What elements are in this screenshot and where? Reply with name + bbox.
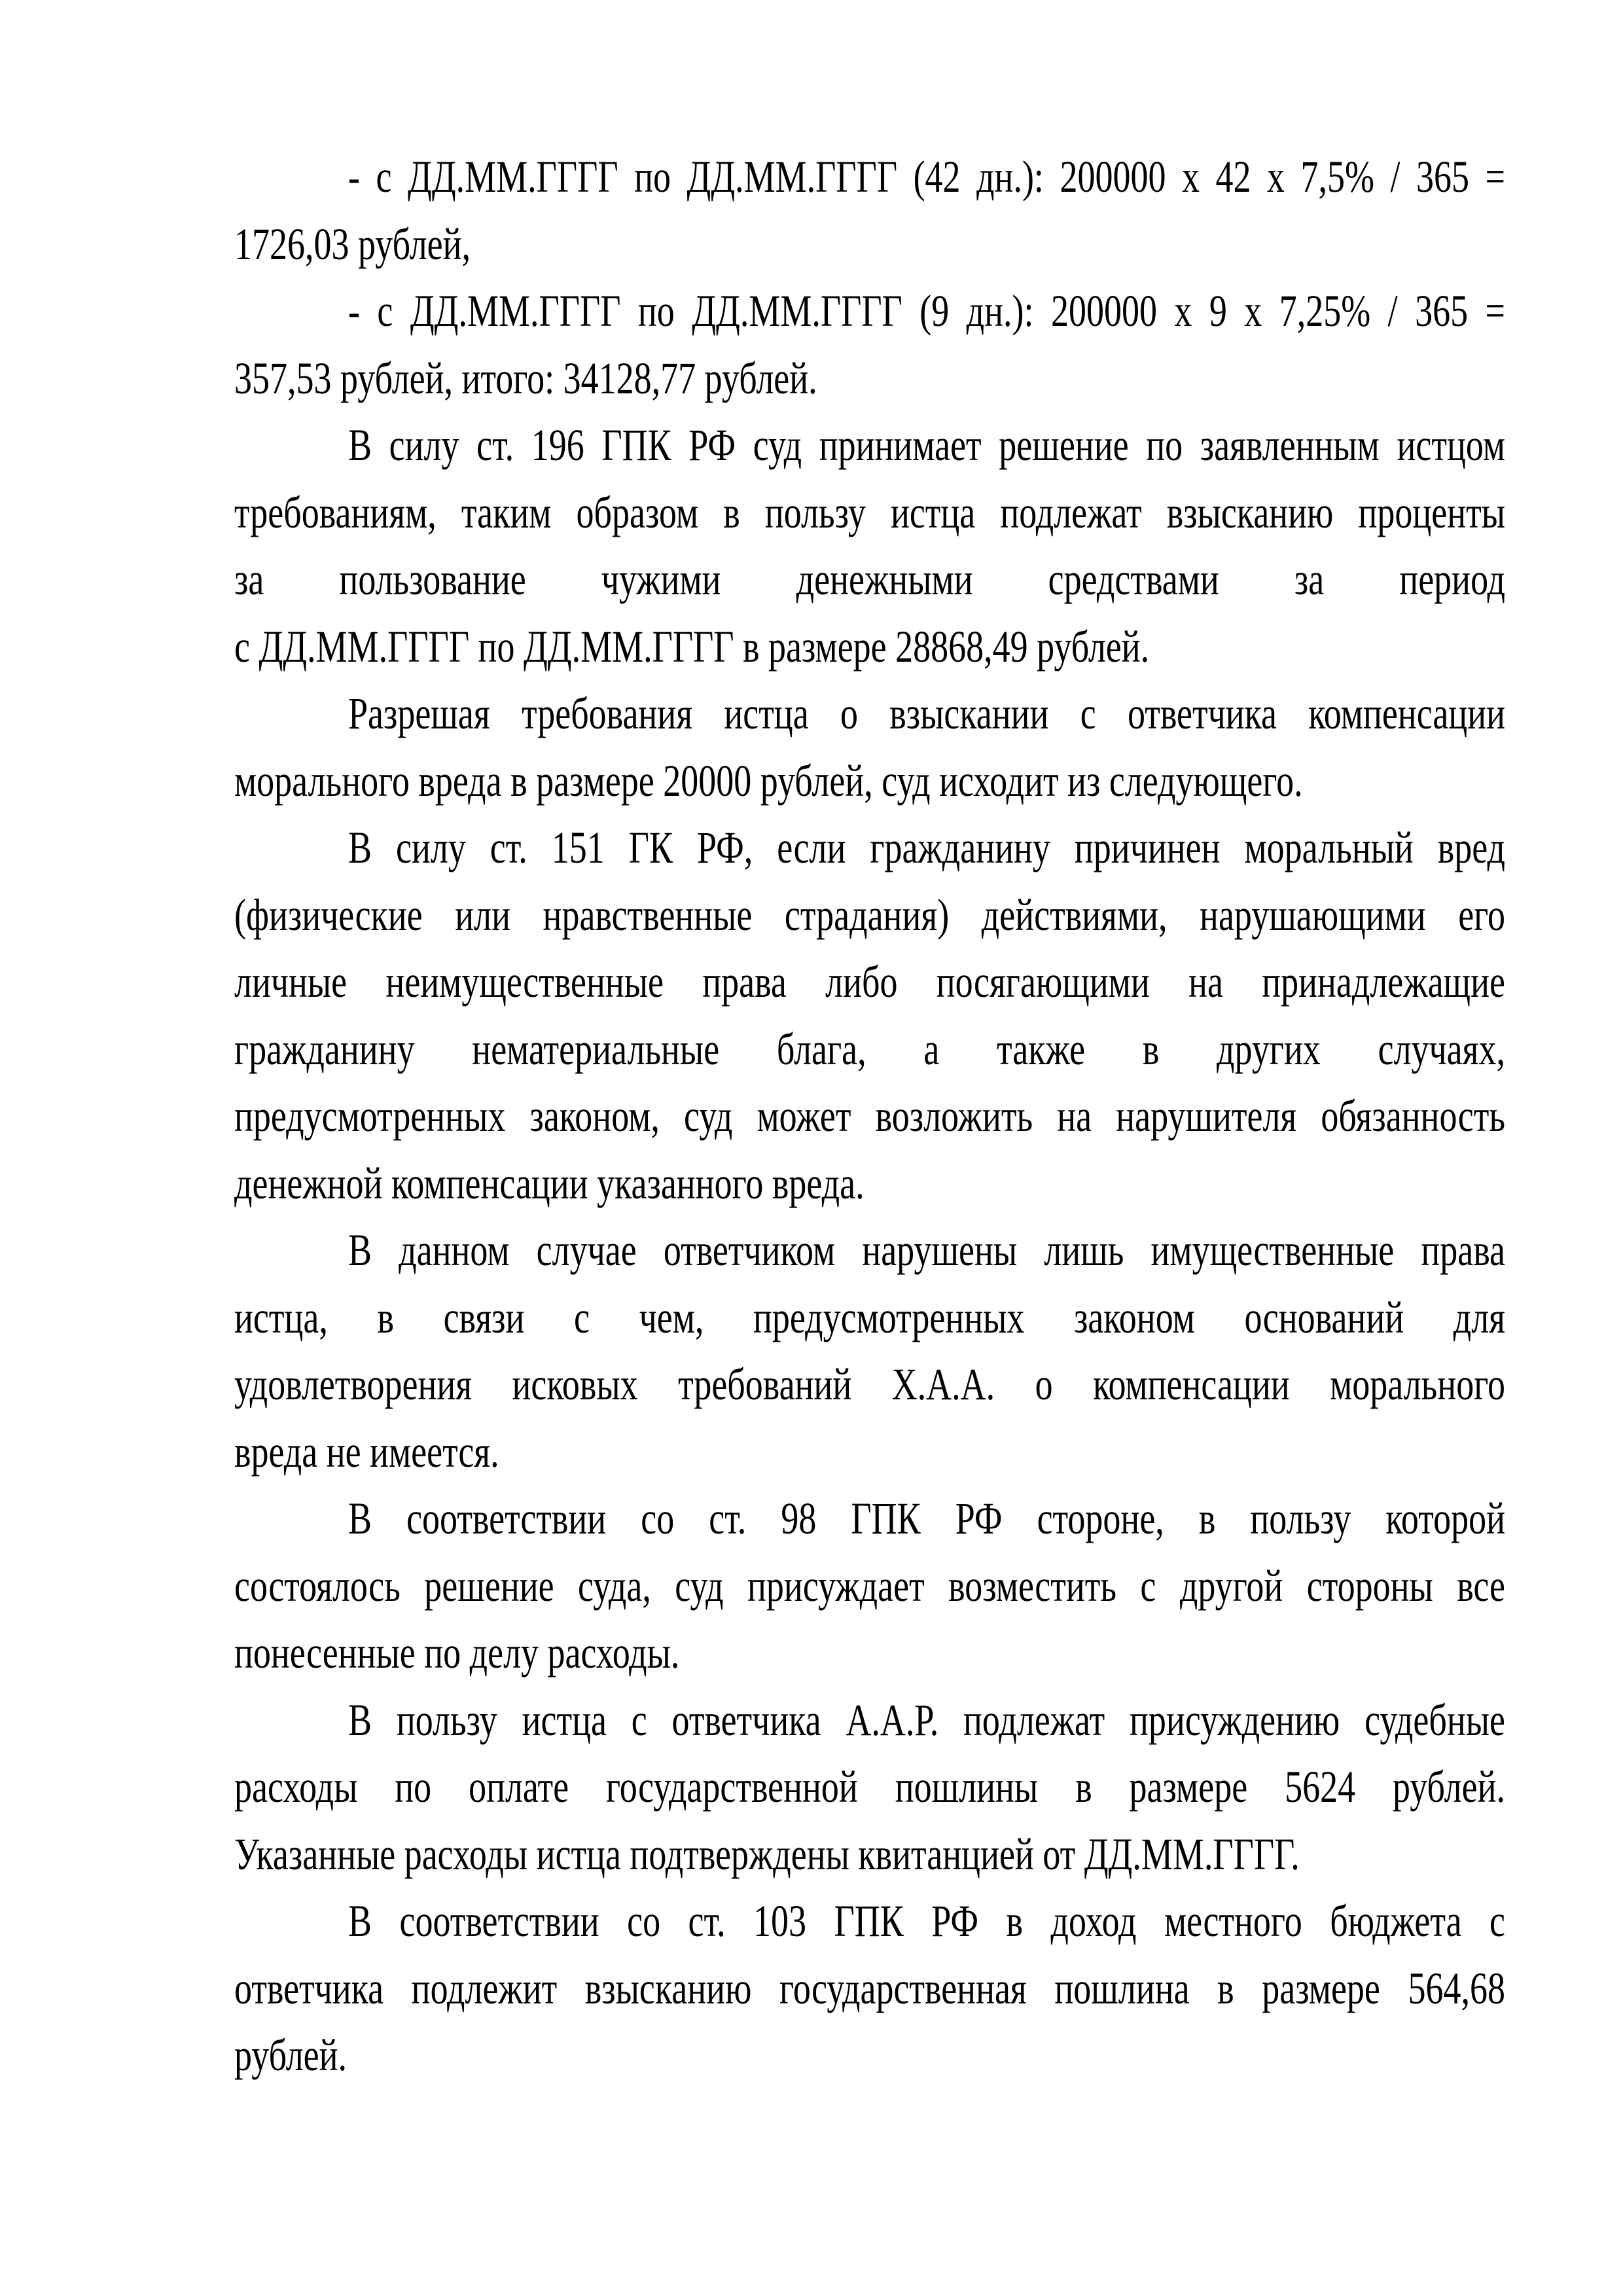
text-line: морального вреда в размере 20000 рублей, суд исходит из следующего. xyxy=(234,755,1303,806)
text-line: В данном случае ответчиком нарушены лишь имущественные права xyxy=(348,1225,1505,1276)
paragraph xyxy=(234,1217,1505,1485)
text-line: за пользование чужими денежными средствами за период xyxy=(234,554,1505,605)
text-line: состоялось решение суда, суд присуждает возместить с другой стороны все xyxy=(234,1560,1505,1611)
paragraph xyxy=(234,680,1505,814)
text-line: - с ДД.ММ.ГГГГ по ДД.ММ.ГГГГ (42 дн.): 200000 х 42 х 7,5% / 365 = xyxy=(348,151,1505,202)
text-line: личные неимущественные права либо посягающими на принадлежащие xyxy=(234,956,1505,1007)
text-line: Разрешая требования истца о взыскании с ответчика компенсации xyxy=(348,688,1505,739)
paragraph xyxy=(234,814,1505,1217)
text-line: с ДД.ММ.ГГГГ по ДД.ММ.ГГГГ в размере 28868,49 рублей. xyxy=(234,621,1150,672)
text-line: ответчика подлежит взысканию государственная пошлина в размере 564,68 xyxy=(234,1963,1505,2013)
text-line: понесенные по делу расходы. xyxy=(234,1627,680,1678)
text-line: рублей. xyxy=(234,2030,348,2081)
text-line: (физические или нравственные страдания) действиями, нарушающими его xyxy=(234,889,1505,940)
paragraph xyxy=(234,1687,1505,1888)
text-line: 357,53 рублей, итого: 34128,77 рублей. xyxy=(234,353,817,403)
text-line: денежной компенсации указанного вреда. xyxy=(234,1158,865,1208)
text-line: предусмотренных законом, суд может возложить на нарушителя обязанность xyxy=(234,1090,1505,1141)
paragraph xyxy=(234,1888,1505,2089)
paragraph xyxy=(234,412,1505,680)
text-line: вреда не имеется. xyxy=(234,1426,499,1477)
text-line: В силу ст. 196 ГПК РФ суд принимает решение по заявленным истцом xyxy=(348,420,1505,471)
paragraph xyxy=(234,278,1505,412)
text-line: удовлетворения исковых требований Х.А.А. о компенсации морального xyxy=(234,1359,1505,1410)
text-line: 1726,03 рублей, xyxy=(234,219,471,269)
text-line: Указанные расходы истца подтверждены квитанцией от ДД.ММ.ГГГГ. xyxy=(234,1829,1300,1879)
text-line: гражданину нематериальные блага, а также в других случаях, xyxy=(234,1024,1505,1074)
text-line: истца, в связи с чем, предусмотренных законом оснований для xyxy=(234,1292,1505,1342)
text-line: - с ДД.ММ.ГГГГ по ДД.ММ.ГГГГ (9 дн.): 200000 х 9 х 7,25% / 365 = xyxy=(348,285,1505,336)
paragraph xyxy=(234,143,1505,278)
text-line: В соответствии со ст. 98 ГПК РФ стороне, в пользу которой xyxy=(348,1493,1505,1544)
text-line: В силу ст. 151 ГК РФ, если гражданину причинен моральный вред xyxy=(348,822,1505,873)
text-line: расходы по оплате государственной пошлины в размере 5624 рублей. xyxy=(234,1761,1505,1812)
text-line: В соответствии со ст. 103 ГПК РФ в доход местного бюджета с xyxy=(348,1895,1505,1946)
paragraph xyxy=(234,1485,1505,1687)
text-line: требованиям, таким образом в пользу истца подлежат взысканию проценты xyxy=(234,487,1505,537)
text-line: В пользу истца с ответчика А.А.Р. подлежат присуждению судебные xyxy=(348,1695,1505,1745)
